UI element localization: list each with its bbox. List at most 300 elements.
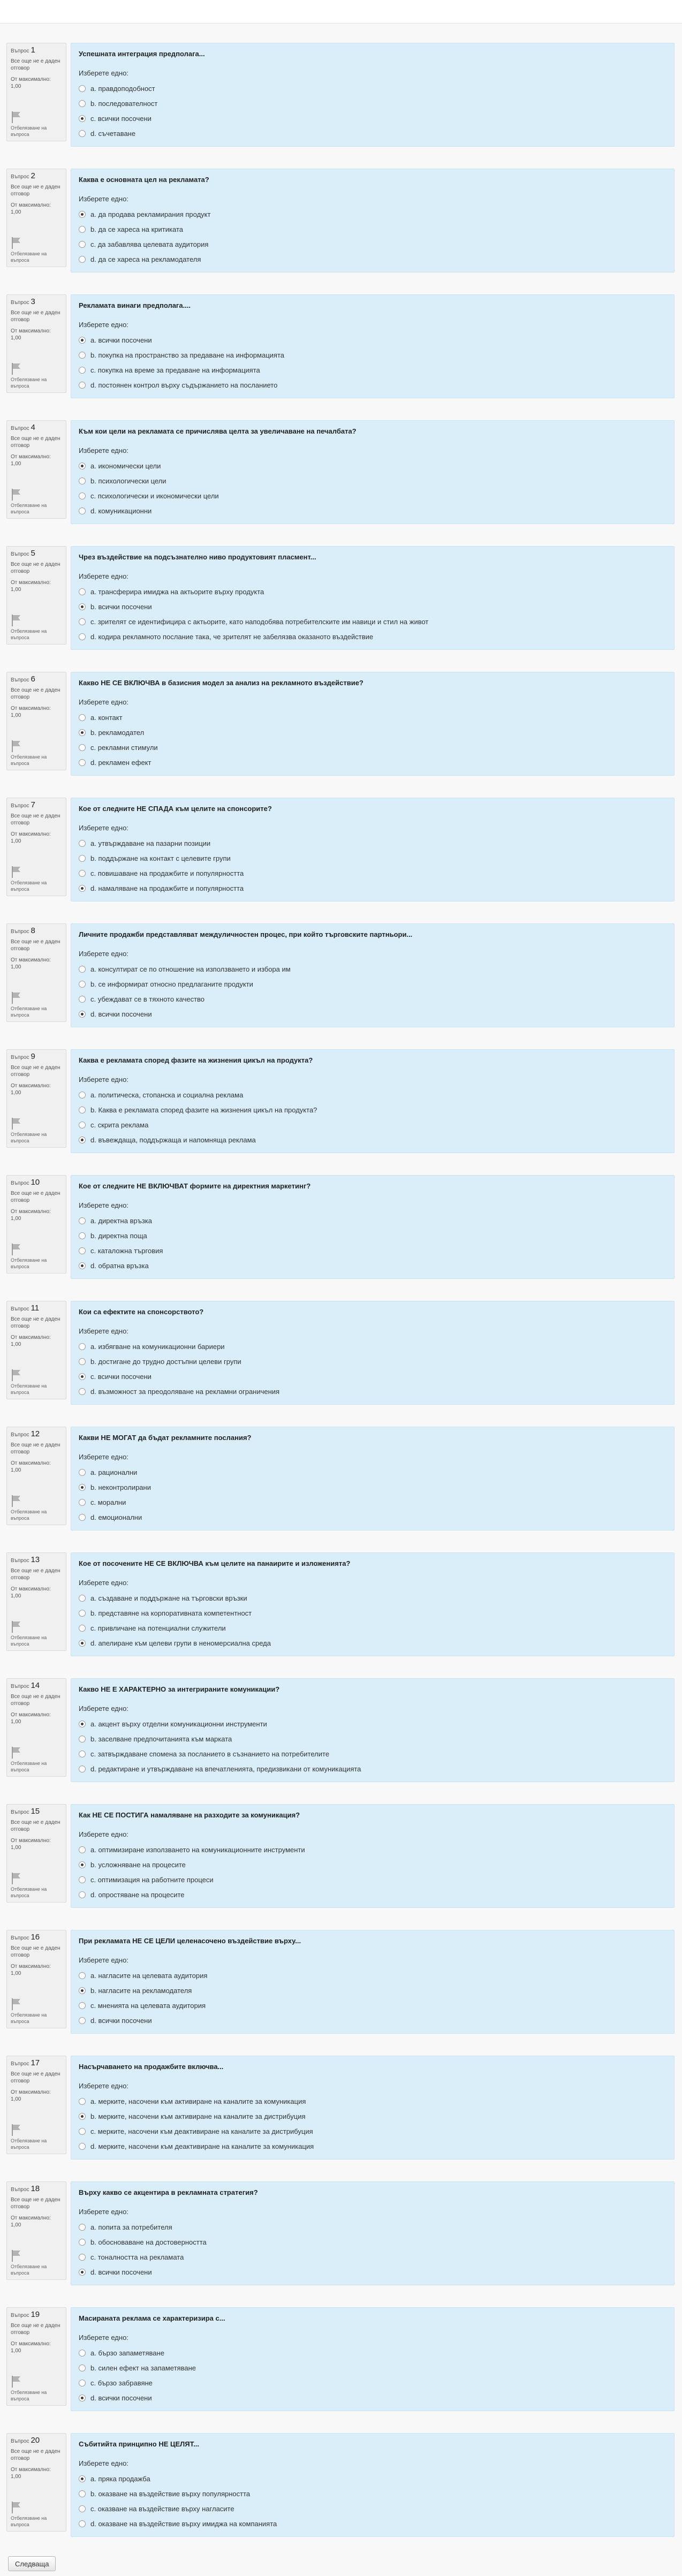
radio-button[interactable] — [79, 1640, 86, 1647]
radio-button[interactable] — [79, 2017, 86, 2024]
radio-button[interactable] — [79, 633, 86, 640]
radio-button[interactable] — [79, 2143, 86, 2150]
radio-button[interactable] — [79, 1232, 86, 1239]
radio-button[interactable] — [79, 870, 86, 877]
flag-icon[interactable] — [11, 740, 21, 753]
flag-icon[interactable] — [11, 1495, 21, 1507]
radio-button[interactable] — [79, 1861, 86, 1868]
radio-button[interactable] — [79, 1122, 86, 1128]
answer-option[interactable] — [79, 1132, 666, 1147]
question-state: Все още не е даден отговор — [11, 687, 60, 700]
answer-option[interactable] — [79, 488, 666, 503]
radio-button[interactable] — [79, 337, 86, 344]
radio-button[interactable] — [79, 1972, 86, 1979]
question-number — [11, 1556, 62, 1564]
answer-option[interactable] — [79, 2094, 666, 2109]
flag-icon[interactable] — [11, 2249, 21, 2262]
answer-option[interactable] — [79, 740, 666, 755]
answer-option[interactable] — [79, 1243, 666, 1258]
answer-option[interactable] — [79, 881, 666, 896]
answer-option[interactable] — [79, 1480, 666, 1495]
flag-question-link[interactable]: Отбелязване на въпроса — [11, 1886, 47, 1898]
answer-option[interactable] — [79, 851, 666, 866]
question-grade: От максимално: 1,00 — [11, 1712, 51, 1725]
question-info — [6, 1301, 66, 1399]
question-block-9 — [6, 1049, 675, 1159]
question-state: Все още не е даден отговор — [11, 1820, 60, 1832]
answer-option[interactable] — [79, 2360, 666, 2375]
answer-option[interactable] — [79, 584, 666, 599]
radio-button[interactable] — [79, 1343, 86, 1350]
question-block-19 — [6, 2307, 675, 2417]
radio-button[interactable] — [79, 1751, 86, 1757]
choose-prompt: Изберете едно: — [79, 1327, 128, 1335]
flag-question-link[interactable]: Отбелязване на въпроса — [11, 1257, 47, 1269]
flag-question-link[interactable]: Отбелязване на въпроса — [11, 1509, 47, 1521]
radio-button[interactable] — [79, 1625, 86, 1632]
answer-option[interactable] — [79, 377, 666, 392]
answer-option[interactable] — [79, 1761, 666, 1776]
radio-button[interactable] — [79, 714, 86, 721]
answer-option[interactable] — [79, 2501, 666, 2516]
question-number — [11, 1682, 62, 1690]
answer-option[interactable] — [79, 1102, 666, 1117]
radio-button[interactable] — [79, 241, 86, 248]
radio-button[interactable] — [79, 256, 86, 263]
answer-option[interactable] — [79, 836, 666, 851]
question-info — [6, 1804, 66, 1903]
answer-label: a. консултират се по отношение на използването и избора им — [90, 965, 291, 973]
flag-icon[interactable] — [11, 1620, 21, 1633]
answer-option[interactable] — [79, 1968, 666, 1983]
radio-button[interactable] — [79, 2380, 86, 2386]
radio-button[interactable] — [79, 1891, 86, 1898]
radio-button[interactable] — [79, 1484, 86, 1491]
flag-icon[interactable] — [11, 488, 21, 501]
answer-option[interactable] — [79, 362, 666, 377]
answer-option[interactable] — [79, 1258, 666, 1273]
answer-option[interactable] — [79, 2486, 666, 2501]
question-info — [6, 1930, 66, 2028]
question-label: Въпрос — [11, 1809, 29, 1815]
question-content — [71, 923, 675, 1027]
radio-button[interactable] — [79, 603, 86, 610]
flag-question-link[interactable]: Отбелязване на въпроса — [11, 1761, 47, 1772]
answer-option[interactable] — [79, 2139, 666, 2154]
flag-question-link[interactable]: Отбелязване на въпроса — [11, 1006, 47, 1018]
radio-button[interactable] — [79, 981, 86, 988]
answer-option[interactable] — [79, 1842, 666, 1857]
radio-button[interactable] — [79, 2350, 86, 2357]
answer-option[interactable] — [79, 1887, 666, 1902]
flag-question-link[interactable]: Отбелязване на въпроса — [11, 125, 47, 137]
question-content — [71, 546, 675, 650]
answer-option[interactable] — [79, 458, 666, 473]
flag-question-link[interactable]: Отбелязване на въпроса — [11, 251, 47, 263]
flag-question-link[interactable]: Отбелязване на въпроса — [11, 377, 47, 389]
radio-button[interactable] — [79, 2254, 86, 2261]
question-number — [11, 1179, 62, 1187]
radio-button[interactable] — [79, 1469, 86, 1476]
flag-icon[interactable] — [11, 1998, 21, 2011]
answer-option[interactable] — [79, 1495, 666, 1510]
question-state: Все още не е даден отговор — [11, 1442, 60, 1455]
radio-button[interactable] — [79, 1011, 86, 1018]
answer-label: b. представяне на корпоративната компетентност — [90, 1609, 252, 1617]
radio-button[interactable] — [79, 352, 86, 359]
radio-button[interactable] — [79, 618, 86, 625]
radio-button[interactable] — [79, 1595, 86, 1602]
answer-option[interactable] — [79, 1605, 666, 1620]
choose-prompt: Изберете едно: — [79, 572, 128, 580]
radio-button[interactable] — [79, 2490, 86, 2497]
answer-option[interactable] — [79, 1590, 666, 1605]
answer-option[interactable] — [79, 1006, 666, 1021]
question-text: Как НЕ СЕ ПОСТИГА намаляване на разходите за комуникация? — [79, 1811, 300, 1819]
answer-option[interactable] — [79, 2013, 666, 2028]
question-text: Върху какво се акцентира в рекламната стратегия? — [79, 2188, 258, 2196]
radio-button[interactable] — [79, 1217, 86, 1224]
next-button[interactable]: Следваща — [8, 2556, 56, 2571]
question-number — [11, 1934, 62, 1942]
radio-button[interactable] — [79, 2365, 86, 2372]
question-content — [71, 1552, 675, 1656]
flag-icon[interactable] — [11, 2501, 21, 2514]
answer-option[interactable] — [79, 2234, 666, 2249]
question-label: Въпрос — [11, 2187, 29, 2193]
answer-option[interactable] — [79, 2375, 666, 2390]
flag-icon[interactable] — [11, 2375, 21, 2388]
answer-label: a. трансферира имиджа на актьорите върху продукта — [90, 587, 264, 596]
answer-option[interactable] — [79, 725, 666, 740]
answer-option[interactable] — [79, 1731, 666, 1746]
radio-button[interactable] — [79, 1247, 86, 1254]
flag-icon[interactable] — [11, 2124, 21, 2136]
question-number-value: 19 — [31, 2310, 40, 2319]
question-block-6 — [6, 672, 675, 782]
flag-question-link[interactable]: Отбелязване на въпроса — [11, 2516, 47, 2527]
question-number-value: 15 — [31, 1807, 40, 1816]
answer-option[interactable] — [79, 252, 666, 267]
answer-label: a. правдоподобност — [90, 84, 155, 93]
answer-option[interactable] — [79, 866, 666, 881]
question-label: Въпрос — [11, 426, 29, 431]
answer-option[interactable] — [79, 1384, 666, 1399]
flag-question-link[interactable]: Отбелязване на въпроса — [11, 628, 47, 640]
radio-button[interactable] — [79, 2098, 86, 2105]
answer-label: c. каталожна търговия — [90, 1246, 163, 1255]
flag-icon[interactable] — [11, 1369, 21, 1382]
question-state: Все още не е даден отговор — [11, 310, 60, 323]
answer-label: c. повишаване на продажбите и популярността — [90, 869, 244, 877]
answer-label: d. емоционални — [90, 1513, 142, 1521]
radio-button[interactable] — [79, 2475, 86, 2482]
answer-option[interactable] — [79, 1746, 666, 1761]
question-grade: От максимално: 1,00 — [11, 1964, 51, 1976]
answer-option[interactable] — [79, 1213, 666, 1228]
answer-option[interactable] — [79, 332, 666, 347]
answer-option[interactable] — [79, 222, 666, 237]
radio-button[interactable] — [79, 1876, 86, 1883]
answer-option[interactable] — [79, 207, 666, 222]
question-number — [11, 2437, 62, 2445]
radio-button[interactable] — [79, 100, 86, 107]
radio-button[interactable] — [79, 2128, 86, 2135]
flag-icon[interactable] — [11, 362, 21, 375]
question-label: Въпрос — [11, 300, 29, 306]
answer-option[interactable] — [79, 1465, 666, 1480]
flag-icon[interactable] — [11, 1872, 21, 1885]
choose-prompt: Изберете едно: — [79, 1830, 128, 1838]
question-content — [71, 1049, 675, 1153]
flag-question-link[interactable]: Отбелязване на въпроса — [11, 2264, 47, 2276]
choose-prompt: Изберете едно: — [79, 1201, 128, 1209]
answer-option[interactable] — [79, 2264, 666, 2279]
radio-button[interactable] — [79, 2113, 86, 2120]
question-content — [71, 2181, 675, 2285]
question-block-15 — [6, 1804, 675, 1914]
answer-option[interactable] — [79, 1510, 666, 1525]
flag-question-link[interactable]: Отбелязване на въпроса — [11, 880, 47, 892]
question-number — [11, 1053, 62, 1061]
question-info — [6, 923, 66, 1022]
radio-button[interactable] — [79, 226, 86, 233]
radio-button[interactable] — [79, 463, 86, 469]
answer-label: d. всички посочени — [90, 2016, 152, 2025]
answer-option[interactable] — [79, 1087, 666, 1102]
radio-button[interactable] — [79, 759, 86, 766]
question-number-value: 2 — [31, 171, 35, 180]
radio-button[interactable] — [79, 507, 86, 514]
radio-button[interactable] — [79, 493, 86, 499]
flag-question-link[interactable]: Отбелязване на въпроса — [11, 2012, 47, 2024]
flag-icon[interactable] — [11, 866, 21, 878]
flag-question-link[interactable]: Отбелязване на въпроса — [11, 1132, 47, 1143]
answer-option[interactable] — [79, 126, 666, 141]
question-grade: От максимално: 1,00 — [11, 1209, 51, 1222]
flag-question-link[interactable]: Отбелязване на въпроса — [11, 754, 47, 766]
radio-button[interactable] — [79, 115, 86, 122]
question-text: Каква е основната цел на рекламата? — [79, 176, 209, 184]
radio-button[interactable] — [79, 996, 86, 1003]
choose-prompt: Изберете едно: — [79, 2208, 128, 2216]
answer-option[interactable] — [79, 473, 666, 488]
flag-icon[interactable] — [11, 1243, 21, 1256]
answer-option[interactable] — [79, 2109, 666, 2124]
radio-button[interactable] — [79, 1388, 86, 1395]
radio-button[interactable] — [79, 966, 86, 973]
radio-button[interactable] — [79, 840, 86, 847]
answer-option[interactable] — [79, 599, 666, 614]
radio-button[interactable] — [79, 1092, 86, 1098]
question-state: Все още не е даден отговор — [11, 184, 60, 197]
answer-options — [79, 961, 666, 1021]
radio-button[interactable] — [79, 885, 86, 892]
answer-option[interactable] — [79, 961, 666, 976]
answer-option[interactable] — [79, 2124, 666, 2139]
flag-question-link[interactable]: Отбелязване на въпроса — [11, 2390, 47, 2401]
answer-option[interactable] — [79, 96, 666, 111]
radio-button[interactable] — [79, 744, 86, 751]
flag-question-link[interactable]: Отбелязване на въпроса — [11, 1635, 47, 1647]
question-grade: От максимално: 1,00 — [11, 2467, 51, 2480]
choose-prompt: Изберете едно: — [79, 321, 128, 329]
radio-button[interactable] — [79, 1137, 86, 1143]
answer-option[interactable] — [79, 1983, 666, 1998]
answer-options — [79, 1087, 666, 1147]
radio-button[interactable] — [79, 1358, 86, 1365]
radio-button[interactable] — [79, 729, 86, 736]
question-state: Все още не е даден отговор — [11, 1945, 60, 1958]
radio-button[interactable] — [79, 85, 86, 92]
flag-icon[interactable] — [11, 1746, 21, 1759]
radio-button[interactable] — [79, 211, 86, 218]
question-grade: От максимално: 1,00 — [11, 328, 51, 341]
question-label: Въпрос — [11, 2438, 29, 2444]
radio-button[interactable] — [79, 2239, 86, 2246]
radio-button[interactable] — [79, 1987, 86, 1994]
flag-icon[interactable] — [11, 237, 21, 249]
radio-button[interactable] — [79, 1262, 86, 1269]
answer-option[interactable] — [79, 2516, 666, 2531]
radio-button[interactable] — [79, 2395, 86, 2401]
radio-button[interactable] — [79, 2269, 86, 2276]
answer-option[interactable] — [79, 347, 666, 362]
answer-option[interactable] — [79, 81, 666, 96]
radio-button[interactable] — [79, 1499, 86, 1506]
question-block-13 — [6, 1552, 675, 1662]
answer-option[interactable] — [79, 1998, 666, 2013]
question-number — [11, 424, 62, 432]
question-text: При рекламата НЕ СЕ ЦЕЛИ целенасочено въздействие върху... — [79, 1937, 301, 1945]
answer-label: c. скрита реклама — [90, 1120, 149, 1129]
answer-option[interactable] — [79, 991, 666, 1006]
question-number-value: 8 — [31, 926, 35, 935]
question-state: Все още не е даден отговор — [11, 1065, 60, 1078]
answer-label: d. апелиране към целеви групи в неномерсиална среда — [90, 1639, 271, 1647]
question-grade: От максимално: 1,00 — [11, 1460, 51, 1473]
question-number-value: 9 — [31, 1052, 35, 1061]
radio-button[interactable] — [79, 1373, 86, 1380]
radio-button[interactable] — [79, 1107, 86, 1113]
answer-options — [79, 2345, 666, 2405]
question-info — [6, 672, 66, 770]
flag-icon[interactable] — [11, 991, 21, 1004]
answer-label: c. покупка на време за предаване на информацията — [90, 366, 260, 374]
question-info — [6, 546, 66, 645]
question-label: Въпрос — [11, 174, 29, 180]
radio-button[interactable] — [79, 2224, 86, 2231]
question-text: Успешната интеграция предполага... — [79, 50, 205, 58]
answer-options — [79, 2094, 666, 2154]
answer-label: b. достигане до трудно достъпни целеви групи — [90, 1357, 241, 1366]
radio-button[interactable] — [79, 367, 86, 374]
question-text: Масираната реклама се характеризира с... — [79, 2314, 225, 2322]
question-grade: От максимално: 1,00 — [11, 1083, 51, 1096]
answer-options — [79, 584, 666, 644]
radio-button[interactable] — [79, 588, 86, 595]
answer-option[interactable] — [79, 2249, 666, 2264]
answer-label: c. привличане на потенциални служители — [90, 1624, 226, 1632]
answer-option[interactable] — [79, 1620, 666, 1635]
answer-option[interactable] — [79, 614, 666, 629]
answer-options — [79, 1339, 666, 1399]
answer-option[interactable] — [79, 2219, 666, 2234]
flag-icon[interactable] — [11, 1117, 21, 1130]
question-info — [6, 1175, 66, 1274]
radio-button[interactable] — [79, 1721, 86, 1728]
radio-button[interactable] — [79, 1610, 86, 1617]
answer-option[interactable] — [79, 237, 666, 252]
flag-question-link[interactable]: Отбелязване на въпроса — [11, 503, 47, 514]
answer-option[interactable] — [79, 2471, 666, 2486]
answer-label: b. последователност — [90, 99, 158, 108]
answer-label: c. мерките, насочени към деактивиране на каналите за дистрибуция — [90, 2127, 313, 2135]
choose-prompt: Изберете едно: — [79, 2459, 128, 2467]
flag-icon[interactable] — [11, 111, 21, 124]
answer-option[interactable] — [79, 1369, 666, 1384]
answer-option[interactable] — [79, 1339, 666, 1354]
question-content — [71, 1175, 675, 1279]
answer-option[interactable] — [79, 1228, 666, 1243]
flag-question-link[interactable]: Отбелязване на въпроса — [11, 1383, 47, 1395]
flag-question-link[interactable]: Отбелязване на въпроса — [11, 2138, 47, 2150]
question-number — [11, 298, 62, 306]
radio-button[interactable] — [79, 478, 86, 484]
answer-option[interactable] — [79, 1857, 666, 1872]
question-block-11 — [6, 1301, 675, 1411]
answer-label: d. въвеждаща, поддържаща и напомняща реклама — [90, 1135, 256, 1144]
radio-button[interactable] — [79, 2520, 86, 2527]
radio-button[interactable] — [79, 1766, 86, 1772]
answer-option[interactable] — [79, 503, 666, 518]
answer-options — [79, 1213, 666, 1273]
answer-option[interactable] — [79, 755, 666, 770]
radio-button[interactable] — [79, 130, 86, 137]
radio-button[interactable] — [79, 1736, 86, 1742]
flag-icon[interactable] — [11, 614, 21, 627]
radio-button[interactable] — [79, 2505, 86, 2512]
answer-option[interactable] — [79, 1635, 666, 1650]
question-text: Рекламата винаги предполага.... — [79, 301, 191, 309]
answer-option[interactable] — [79, 976, 666, 991]
answer-option[interactable] — [79, 1716, 666, 1731]
question-grade: От максимално: 1,00 — [11, 1335, 51, 1347]
question-label: Въпрос — [11, 1935, 29, 1941]
answer-option[interactable] — [79, 1117, 666, 1132]
answer-label: a. всички посочени — [90, 336, 152, 344]
answer-option[interactable] — [79, 2390, 666, 2405]
answer-label: d. мерките, насочени към деактивиране на каналите за комуникация — [90, 2142, 314, 2150]
answer-label: a. рационални — [90, 1468, 138, 1476]
answer-options — [79, 2471, 666, 2531]
radio-button[interactable] — [79, 1846, 86, 1853]
question-text: Чрез въздействие на подсъзнателно ниво продуктовият пласмент... — [79, 553, 316, 561]
answer-option[interactable] — [79, 629, 666, 644]
choose-prompt: Изберете едно: — [79, 1956, 128, 1964]
question-grade: От максимално: 1,00 — [11, 202, 51, 215]
answer-option[interactable] — [79, 111, 666, 126]
choose-prompt: Изберете едно: — [79, 195, 128, 203]
radio-button[interactable] — [79, 1514, 86, 1521]
answer-option[interactable] — [79, 2345, 666, 2360]
radio-button[interactable] — [79, 2002, 86, 2009]
answer-option[interactable] — [79, 1354, 666, 1369]
answer-option[interactable] — [79, 1872, 666, 1887]
radio-button[interactable] — [79, 382, 86, 389]
radio-button[interactable] — [79, 855, 86, 862]
answer-option[interactable] — [79, 710, 666, 725]
